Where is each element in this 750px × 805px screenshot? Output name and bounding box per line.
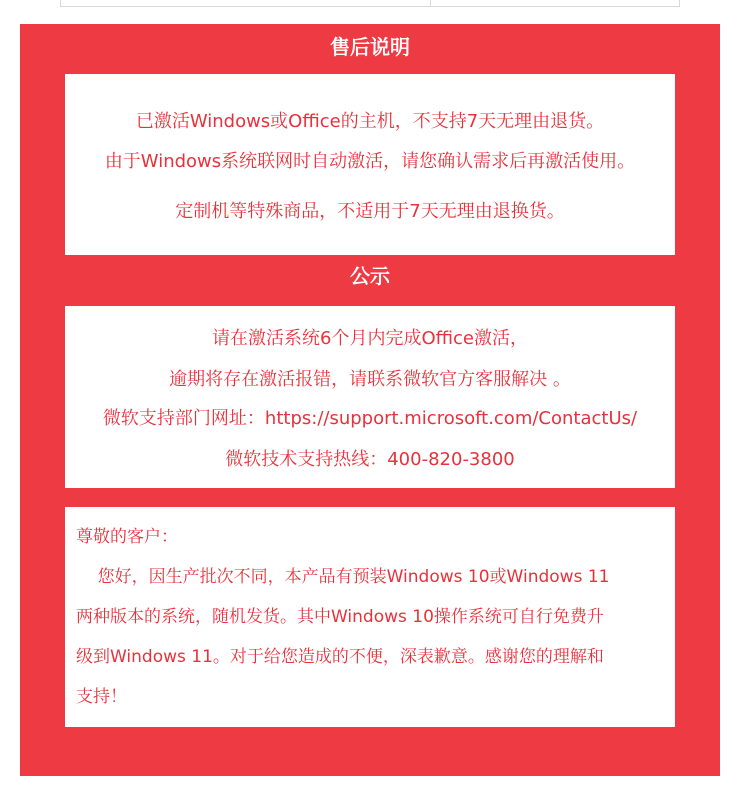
customer-notice-line-1: 您好，因生产批次不同，本产品有预装Windows 10或Windows 11 [76,567,610,587]
announcement-title: 公示 [350,264,390,288]
announcement-line-1: 请在激活系统6个月内完成Office激活， [212,328,528,349]
top-table-edge [60,0,680,7]
customer-notice-line-4: 支持！ [76,687,127,707]
after-sales-notice-box [65,74,675,255]
after-sales-panel [20,24,720,776]
announcement-box [65,306,675,488]
support-hotline-line: 微软技术支持热线：400-820-3800 [225,449,515,470]
support-url-line: 微软支持部门网址：https://support.microsoft.com/ContactUs/ [102,408,638,429]
announcement-line-2: 逾期将存在激活报错，请联系微软官方客服解决 。 [169,369,571,390]
customer-notice-line-2: 两种版本的系统，随机发货。其中Windows 10操作系统可自行免费升 [76,607,604,627]
customer-notice-line-3: 级到Windows 11。对于给您造成的不便，深表歉意。感谢您的理解和 [76,647,604,667]
greeting-text: 尊敬的客户： [76,527,178,547]
notice-line-1: 已激活Windows或Office的主机，不支持7天无理由退货。 [135,111,605,132]
table-divider [430,0,431,6]
notice-line-3: 定制机等特殊商品，不适用于7天无理由退换货。 [175,201,565,222]
customer-notice-box [65,507,675,727]
after-sales-title: 售后说明 [330,35,410,59]
notice-line-2: 由于Windows系统联网时自动激活，请您确认需求后再激活使用。 [104,151,636,172]
